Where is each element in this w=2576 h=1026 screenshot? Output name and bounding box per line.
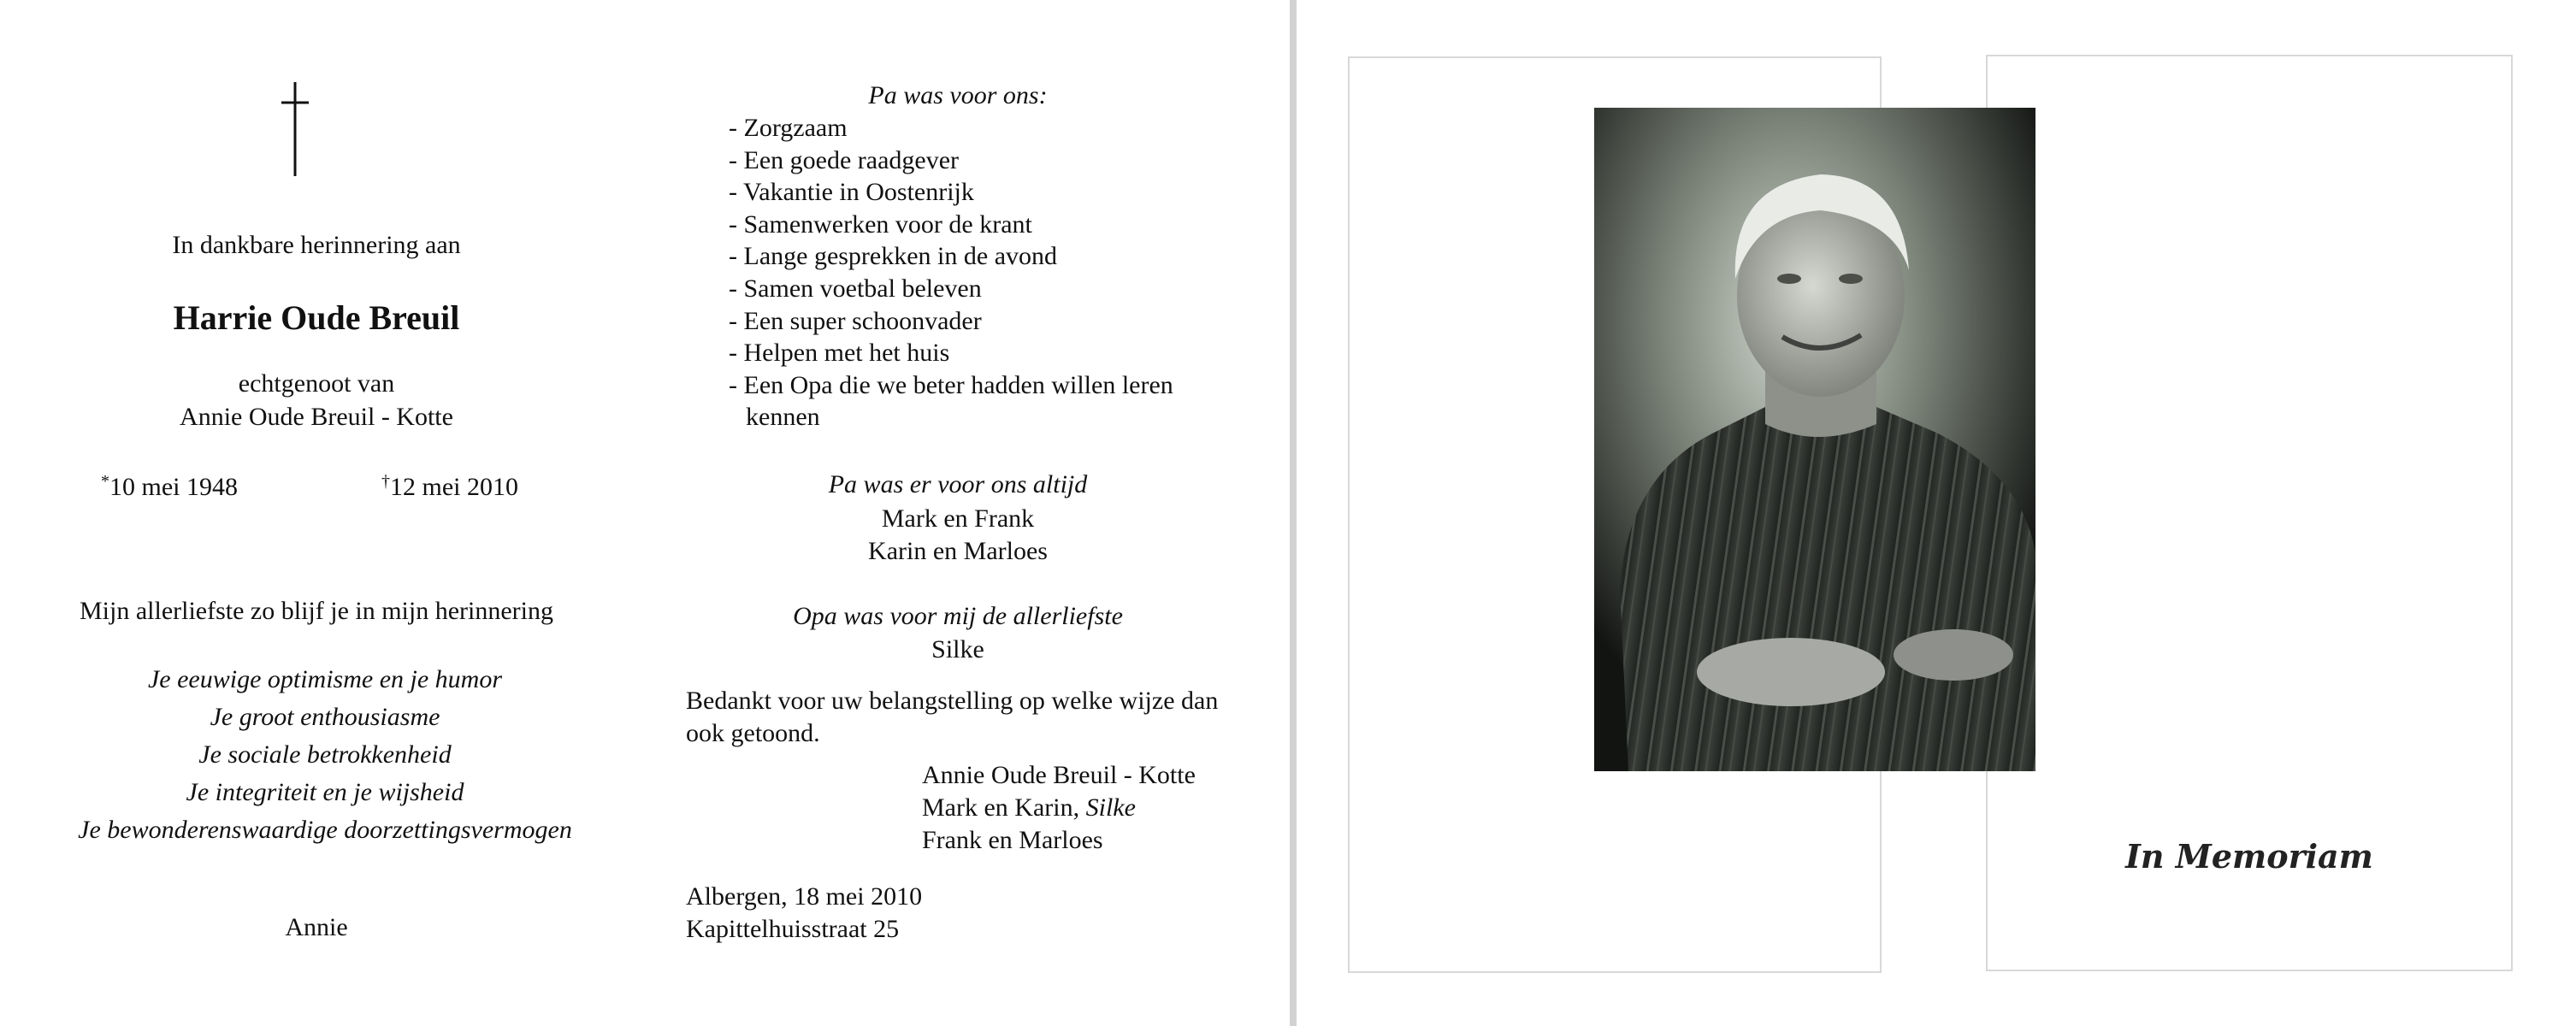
family-line: Annie Oude Breuil - Kotte [922, 761, 1196, 789]
tribute-list [729, 112, 1173, 433]
quality-line: Je bewonderenswaardige doorzettingsvermogen [78, 816, 572, 844]
signature: Annie [285, 913, 348, 941]
death-date: †12 mei 2010 [381, 472, 518, 501]
portrait-image [1594, 108, 2035, 771]
children-line: Mark en Frank [881, 504, 1035, 533]
list-item: - Samenwerken voor de krant [729, 209, 1032, 239]
family-line: Frank en Marloes [922, 826, 1103, 854]
thanks-line: Bedankt voor uw belangstelling op welke wijze dan [686, 687, 1219, 715]
list-item: - Een Opa die we beter hadden willen leren [729, 370, 1173, 399]
spouse-name: Annie Oude Breuil - Kotte [180, 403, 453, 431]
birth-date: *10 mei 1948 [101, 472, 238, 501]
list-item: - Lange gesprekken in de avond [729, 242, 1058, 271]
cross-icon [278, 82, 312, 176]
list-item: kennen [746, 403, 820, 432]
list-item: - Een goede raadgever [729, 145, 960, 174]
list-item: - Een super schoonvader [729, 306, 982, 335]
quality-line: Je groot enthousiasme [210, 703, 440, 731]
in-memoriam-title: In Memoriam [2125, 837, 2373, 876]
place-date: Albergen, 18 mei 2010 [686, 882, 923, 911]
list-item: - Zorgzaam [729, 114, 848, 142]
quality-line: Je eeuwige optimisme en je humor [147, 665, 503, 693]
quality-line: Je integriteit en je wijsheid [186, 778, 464, 806]
deceased-name: Harrie Oude Breuil [173, 298, 460, 337]
children-line: Karin en Marloes [868, 537, 1048, 565]
list-item: - Helpen met het huis [729, 339, 950, 368]
quality-line: Je sociale betrokkenheid [198, 740, 452, 769]
cover-panel-frame [1986, 55, 2513, 971]
children-heading: Pa was er voor ons altijd [828, 470, 1088, 498]
grandchild-heading: Opa was voor mij de allerliefste [793, 602, 1123, 630]
portrait-photo [1594, 108, 2035, 771]
spouse-label: echtgenoot van [238, 369, 395, 398]
thanks-line: ook getoond. [686, 719, 820, 747]
tribute-heading: Pa was voor ons: [868, 81, 1048, 109]
family-line: Mark en Karin, Silke [922, 793, 1136, 822]
list-item: - Vakantie in Oostenrijk [729, 178, 974, 207]
list-item: - Samen voetbal beleven [729, 274, 982, 303]
address: Kapittelhuisstraat 25 [686, 915, 900, 943]
fold-divider [1290, 0, 1297, 1026]
memory-line: Mijn allerliefste zo blijf je in mijn herinnering [79, 597, 554, 625]
intro-text: In dankbare herinnering aan [172, 231, 461, 259]
grandchild-name: Silke [931, 635, 984, 663]
birth-symbol: * [101, 472, 109, 491]
death-symbol: † [381, 472, 390, 491]
